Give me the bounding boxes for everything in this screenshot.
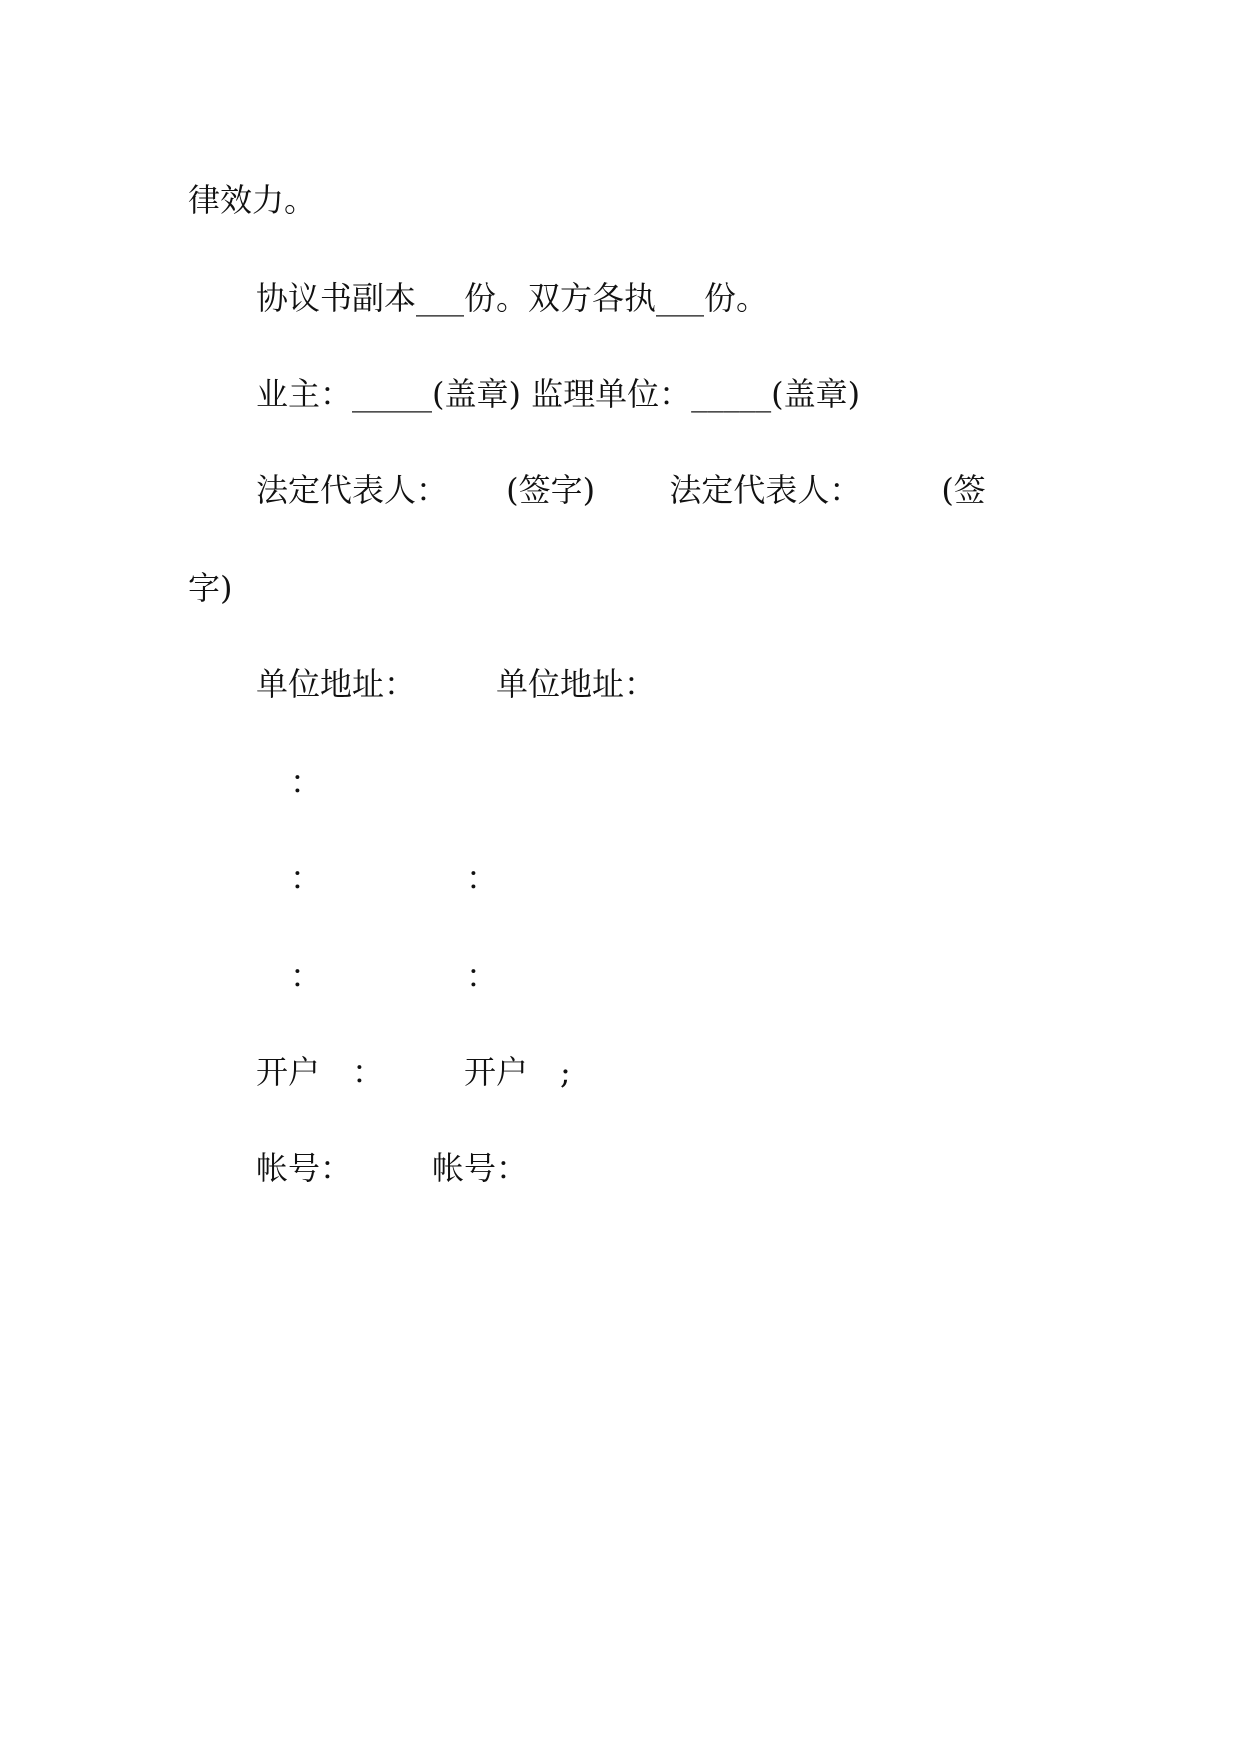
signature-continuation-line: 字) (188, 569, 233, 607)
address-line: 单位地址： 单位地址： (256, 665, 657, 703)
colon-line-1: ： (290, 763, 323, 801)
copies-clause: 协议书副本___份。双方各执___份。 (256, 279, 769, 317)
continued-text-line: 律效力。 (188, 181, 317, 219)
seal-line: 业主：_____(盖章) 监理单位：_____(盖章) (256, 375, 861, 413)
account-number-line: 帐号： 帐号： (256, 1149, 529, 1187)
colon-line-2: ： ： (290, 859, 499, 897)
colon-line-3: ： ： (290, 957, 499, 995)
bank-account-opening-line: 开户 ： 开户 ; (256, 1053, 571, 1091)
legal-representative-line: 法定代表人： (签字) 法定代表人： (签 (256, 471, 986, 509)
